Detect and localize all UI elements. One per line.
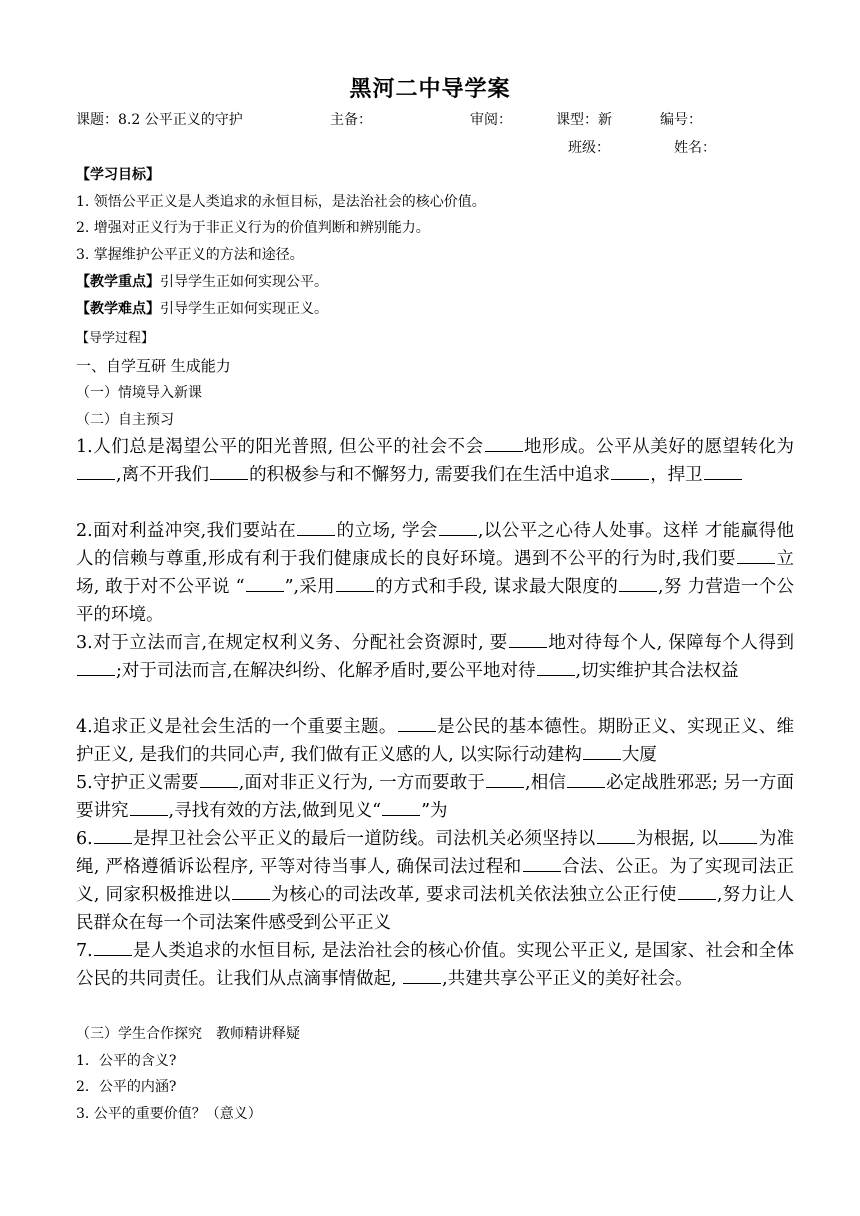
- objective-item: 1. 领悟公平正义是人类追求的永恒目标，是法治社会的核心价值。: [76, 194, 486, 210]
- answer-blank[interactable]: [583, 745, 621, 760]
- question-text: 为准绳, 严格遵循诉讼程序, 平等对待当事人, 确保司法过程和: [76, 829, 795, 877]
- page-title: 黑河二中导学案: [349, 76, 511, 102]
- answer-blank[interactable]: [523, 857, 561, 872]
- question-text: 大厦: [621, 745, 657, 765]
- question-text: 3.对于立法而言,在规定权利义务、分配社会资源时, 要: [76, 633, 508, 653]
- answer-blank[interactable]: [200, 773, 238, 788]
- question-text: ,共建共享公平正义的美好社会。: [442, 969, 693, 989]
- question-2: [76, 517, 794, 629]
- question-text: 为核心的司法改革, 要求司法机关依法独立公正行使: [270, 885, 677, 905]
- answer-blank[interactable]: [398, 717, 436, 732]
- question-text: ,相信: [524, 773, 566, 793]
- key-point-text: 引导学生正如何实现公平。: [160, 274, 328, 290]
- inquiry-heading: （三）学生合作探究 教师精讲释疑: [76, 1026, 300, 1042]
- answer-blank[interactable]: [246, 577, 284, 592]
- question-text: 必定战胜邪恶; 另一方面要讲究: [76, 773, 794, 821]
- question-text: ,切实维护其合法权益: [575, 661, 739, 681]
- question-text: ,离不开我们: [116, 465, 210, 485]
- inquiry-item: 1．公平的含义?: [76, 1053, 177, 1069]
- question-text: ,寻找有效的方法,做到见义“: [168, 801, 382, 821]
- meta-author: 主备：: [330, 112, 372, 128]
- meta-topic: 课题：8.2 公平正义的守护: [76, 112, 243, 128]
- question-text: 7.: [76, 941, 93, 961]
- question-text: 是公民的基本德性。期盼正义、实现正义、维护正义, 是我们的共同心声, 我们做有正义感的人, 以实际行动建构: [76, 717, 794, 765]
- question-text: 地对待每个人, 保障每个人得到: [547, 633, 795, 653]
- difficulty-label: 【教学难点】: [76, 301, 160, 317]
- question-text: 2.面对利益冲突,我们要站在: [76, 521, 297, 541]
- question-4: [76, 713, 794, 769]
- answer-blank[interactable]: [439, 521, 477, 536]
- answer-blank[interactable]: [403, 969, 441, 984]
- answer-blank[interactable]: [485, 437, 523, 452]
- question-3: [76, 629, 794, 685]
- answer-blank[interactable]: [537, 661, 575, 676]
- question-text: 5.守护正义需要: [76, 773, 199, 793]
- answer-blank[interactable]: [297, 521, 335, 536]
- question-text: ;对于司法而言,在解决纠纷、化解矛盾时,要公平地对待: [116, 661, 536, 681]
- question-5: [76, 769, 794, 825]
- answer-blank[interactable]: [509, 633, 547, 648]
- question-text: 的立场, 学会: [336, 521, 438, 541]
- answer-blank[interactable]: [210, 465, 248, 480]
- question-text: 为根据, 以: [635, 829, 719, 849]
- objective-item: 3. 掌握维护公平正义的方法和途径。: [76, 247, 304, 263]
- answer-blank[interactable]: [719, 829, 757, 844]
- question-text: 地形成。公平从美好的愿望转化为: [523, 437, 794, 457]
- question-text: ,以公平之心待人处事。这样 才能赢得他人的信赖与尊重,形成有利于我们健康成长的良好环境。遇到不公平的行为时,我们要: [76, 521, 795, 569]
- question-text: 是人类追求的水恒目标, 是法治社会的核心价值。实现公平正义, 是国家、社会和全体公民的共同责任。让我们从点滴事情做起,: [76, 941, 794, 989]
- meta-name: 姓名：: [674, 140, 716, 156]
- question-7: [76, 937, 794, 993]
- answer-blank[interactable]: [704, 465, 742, 480]
- meta-type: 课型：新: [556, 112, 612, 128]
- answer-blank[interactable]: [77, 465, 115, 480]
- question-text: 6.: [76, 829, 93, 849]
- process-heading: 【导学过程】: [76, 331, 155, 346]
- key-point: [76, 271, 328, 291]
- answer-blank[interactable]: [486, 773, 524, 788]
- question-text: ,努 力营造一个公平的环境。: [76, 577, 795, 625]
- question-text: 立场, 敢于对不公平说 “: [76, 549, 795, 597]
- question-text: ,面对非正义行为, 一方而要敢于: [238, 773, 485, 793]
- answer-blank[interactable]: [130, 801, 168, 816]
- answer-blank[interactable]: [611, 465, 649, 480]
- meta-reviewer: 审阅：: [470, 112, 512, 128]
- question-text: ,努力让人民群众在每一个司法案件感受到公平正义: [76, 885, 795, 933]
- question-text: 的方式和手段, 谋求最大限度的: [374, 577, 619, 597]
- inquiry-item: 2．公平的内涵?: [76, 1079, 177, 1095]
- inquiry-item: 3. 公平的重要价值？（意义）: [76, 1106, 262, 1122]
- difficulty-text: 引导学生正如何实现正义。: [160, 301, 328, 317]
- answer-blank[interactable]: [336, 577, 374, 592]
- question-text: 1.人们总是渴望公平的阳光普照, 但公平的社会不会: [76, 437, 484, 457]
- step-two-heading: （二）自主预习: [76, 412, 174, 428]
- answer-blank[interactable]: [567, 773, 605, 788]
- question-text: 是捍卫社会公平正义的最后一道防线。司法机关必须坚持以: [132, 829, 596, 849]
- question-text: ”,采用: [284, 577, 335, 597]
- question-6: [76, 825, 794, 937]
- answer-blank[interactable]: [678, 885, 716, 900]
- answer-blank[interactable]: [232, 885, 270, 900]
- answer-blank[interactable]: [382, 801, 420, 816]
- question-1: [76, 433, 794, 489]
- answer-blank[interactable]: [94, 829, 132, 844]
- answer-blank[interactable]: [597, 829, 635, 844]
- part-one-heading: 一、自学互研 生成能力: [76, 357, 231, 375]
- answer-blank[interactable]: [77, 661, 115, 676]
- question-text: ”为: [421, 801, 448, 821]
- step-one-heading: （一）情境导入新课: [76, 385, 202, 401]
- answer-blank[interactable]: [619, 577, 657, 592]
- objective-item: 2. 增强对正义行为于非正义行为的价值判断和辨别能力。: [76, 220, 430, 236]
- meta-number: 编号：: [660, 112, 702, 128]
- objectives-heading: 【学习目标】: [76, 167, 160, 183]
- question-text: ，捍卫: [650, 465, 703, 485]
- answer-blank[interactable]: [737, 549, 775, 564]
- answer-blank[interactable]: [94, 941, 132, 956]
- difficulty-point: [76, 298, 328, 318]
- question-text: 合法、公正。为了实现司法正义, 同家积极推进以: [76, 857, 794, 905]
- meta-class: 班级：: [568, 140, 610, 156]
- key-point-label: 【教学重点】: [76, 274, 160, 290]
- question-text: 4.追求正义是社会生活的一个重要主题。: [76, 717, 397, 737]
- question-text: 的积极参与和不懈努力, 需要我们在生活中追求: [249, 465, 611, 485]
